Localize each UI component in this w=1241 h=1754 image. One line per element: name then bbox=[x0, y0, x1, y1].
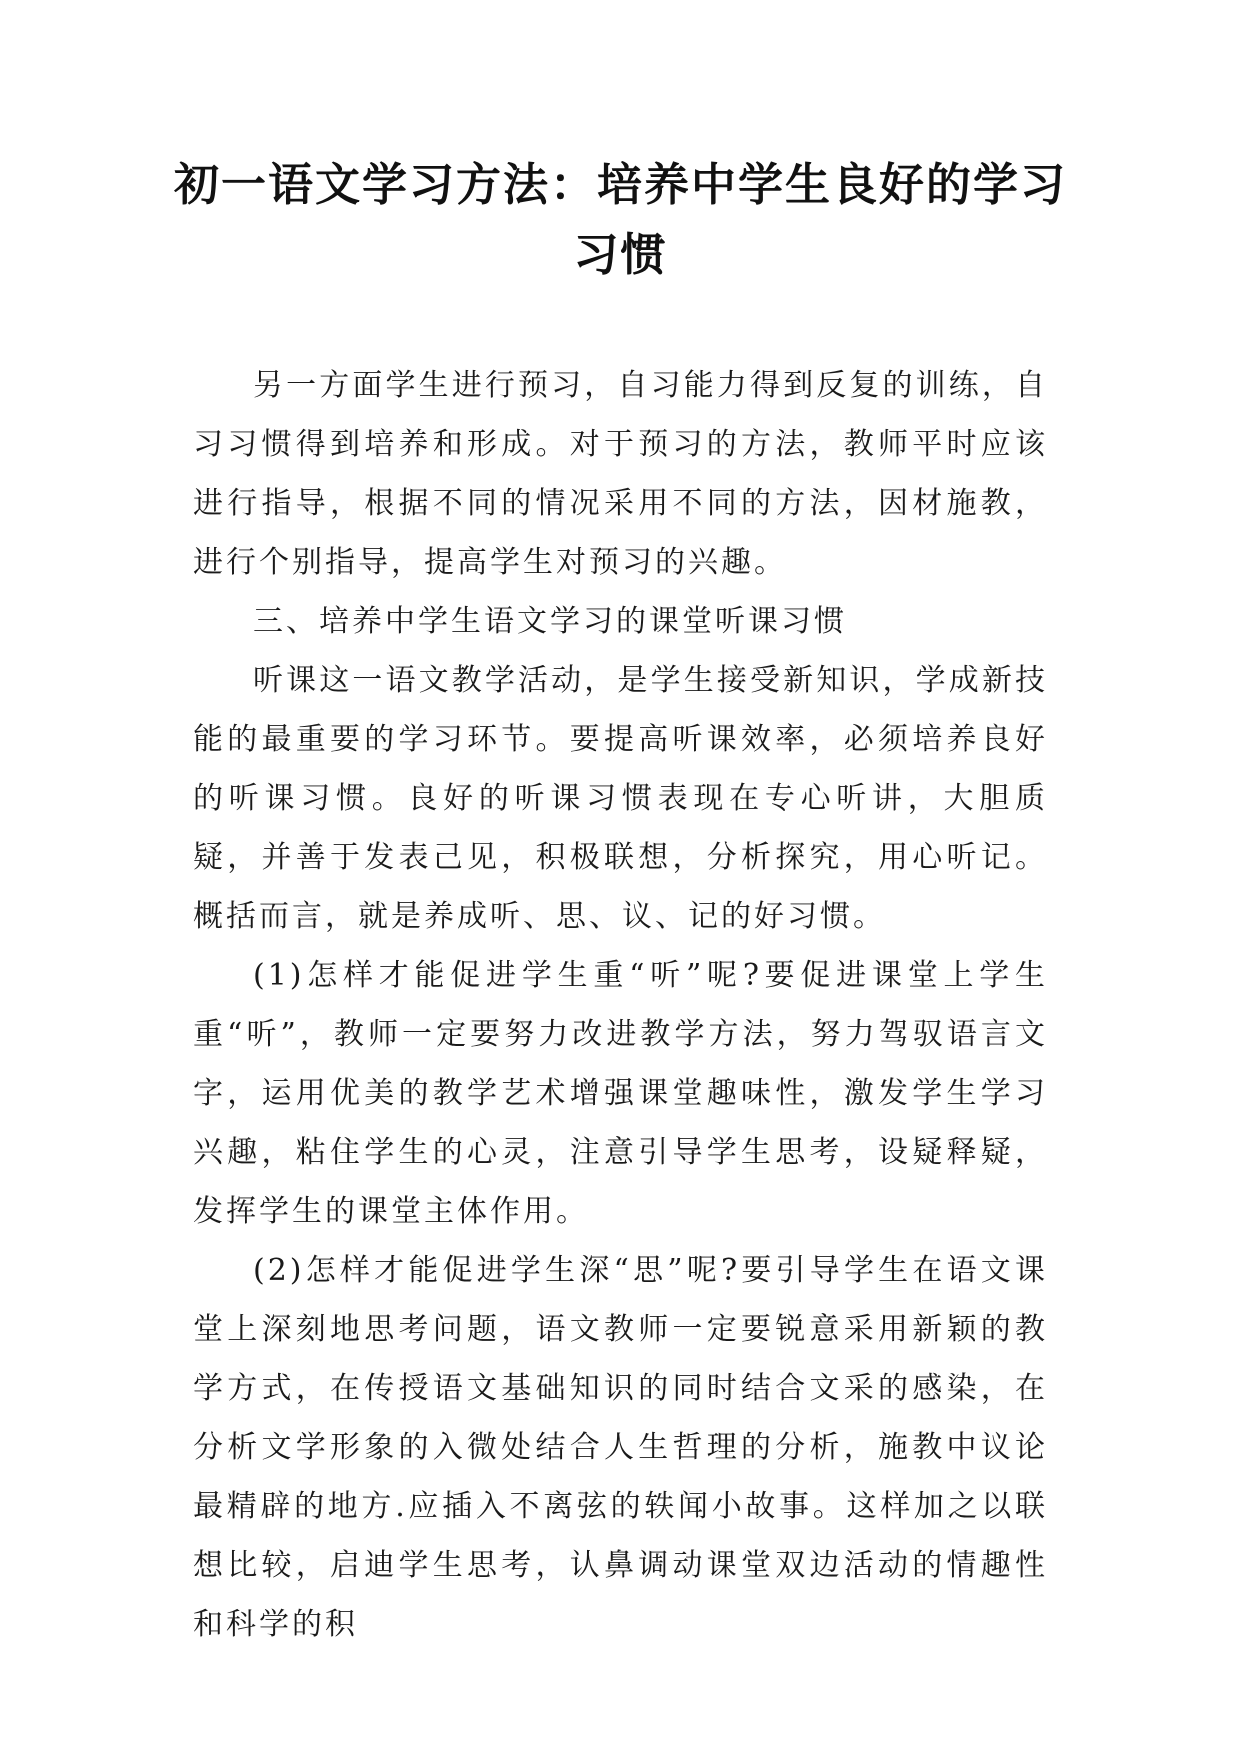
document-body bbox=[193, 356, 1048, 1654]
paragraph-preview-method: 另一方面学生进行预习，自习能力得到反复的训练，自习习惯得到培养和形成。对于预习的方法，教师平时应该进行指导，根据不同的情况采用不同的方法，因材施教，进行个别指导，提高学生对预习的兴趣。 bbox=[193, 368, 1048, 580]
paragraph-thinking-point-2: (2)怎样才能促进学生深“思”呢?要引导学生在语文课堂上深刻地思考问题，语文教师一定要锐意采用新颖的教学方式，在传授语文基础知识的同时结合文采的感染，在分析文学形象的入微处结合人生哲理的分析，施教中议论最精辟的地方.应插入不离弦的轶闻小故事。这样加之以联想比较，启迪学生思考，认鼻调动课堂双边活动的情趣性和科学的积 bbox=[193, 1253, 1048, 1642]
paragraph-listening-importance: 听课这一语文教学活动，是学生接受新知识，学成新技能的最重要的学习环节。要提高听课效率，必须培养良好的听课习惯。良好的听课习惯表现在专心听讲，大胆质疑，并善于发表己见，积极联想，分析探究，用心听记。概括而言，就是养成听、思、议、记的好习惯。 bbox=[193, 663, 1048, 934]
section-heading-listening-habit: 三、培养中学生语文学习的课堂听课习惯 bbox=[253, 604, 847, 639]
paragraph-listening-point-1: (1)怎样才能促进学生重“听”呢?要促进课堂上学生重“听”，教师一定要努力改进教学方法，努力驾驭语言文字，运用优美的教学艺术增强课堂趣味性，激发学生学习兴趣，粘住学生的心灵，注意引导学生思考，设疑释疑，发挥学生的课堂主体作用。 bbox=[193, 958, 1048, 1229]
document-title: 初一语文学习方法：培养中学生良好的学习习惯 bbox=[173, 158, 1067, 281]
